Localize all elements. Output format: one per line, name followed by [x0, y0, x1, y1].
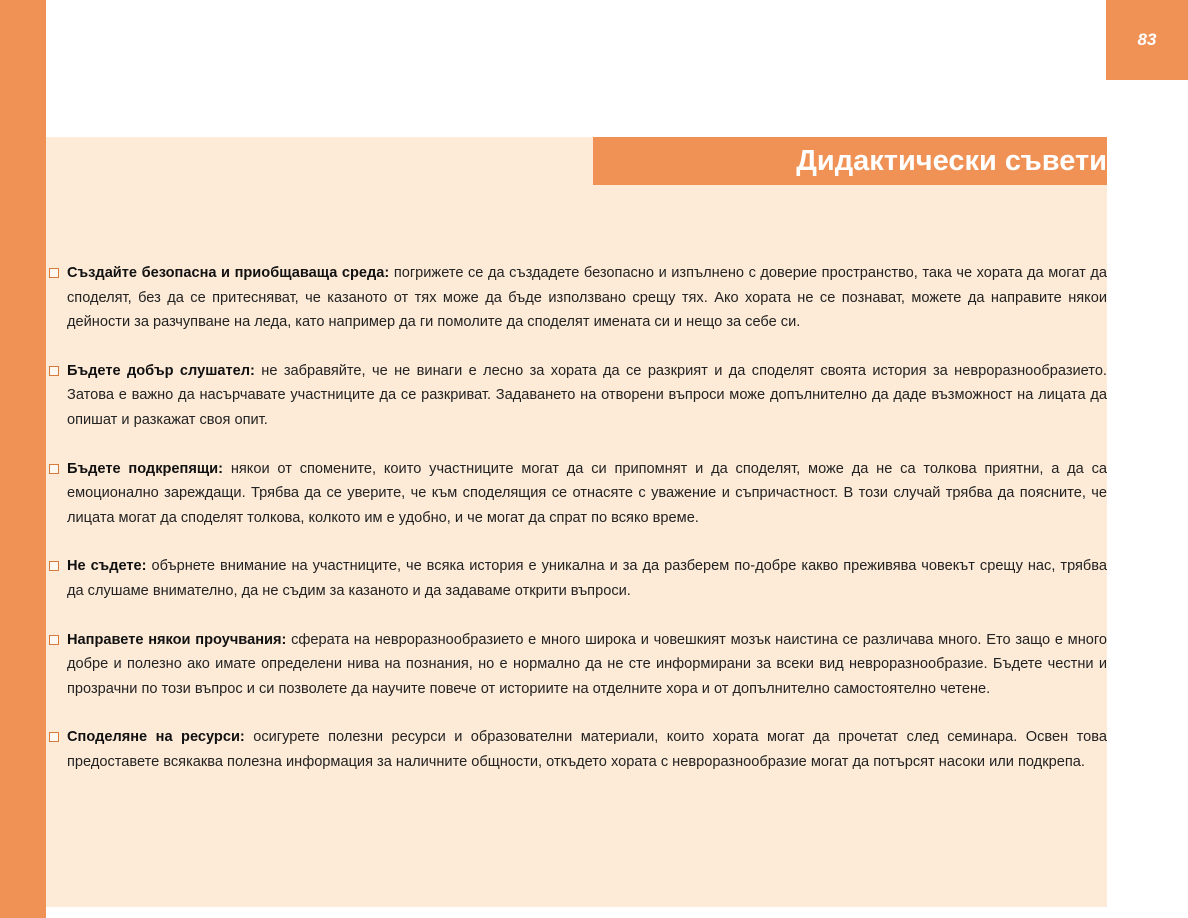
tip-heading: Бъдете подкрепящи:: [67, 460, 224, 477]
tips-list: [48, 261, 1107, 799]
tip-item: [48, 725, 1107, 774]
tip-text: осигурете полезни ресурси и образователни материали, които хората могат да прочетат след семинара. Освен това предоставете всякаква полезна информация за наличните общности, откъдето хората с невроразнообразие могат да потърсят насоки или подкрепа.: [67, 729, 1107, 770]
title-banner: [593, 137, 1107, 185]
page-title: Дидактически съвети: [796, 144, 1107, 177]
tip-item: [48, 457, 1107, 531]
checkbox-bullet-icon: [49, 366, 59, 376]
tip-heading: Направете някои проучвания:: [67, 631, 287, 648]
tip-heading: Бъдете добър слушател:: [67, 362, 255, 379]
left-accent-bar: [0, 0, 46, 918]
tip-item: [48, 261, 1107, 335]
tip-text: не забравяйте, че не винаги е лесно за хората да се разкрият и да споделят своята история за невроразнообразието. Затова е важно да насърчавате участниците да се разкриват. Задаването на отворени въпроси може допълнително да даде възможност на лицата да опишат и разкажат своя опит.: [67, 362, 1107, 428]
page-number: 83: [1137, 30, 1157, 49]
tip-heading: Не съдете:: [67, 558, 147, 575]
page-number-box: [1106, 0, 1188, 80]
checkbox-bullet-icon: [49, 635, 59, 645]
tip-text: погрижете се да създадете безопасно и изпълнено с доверие пространство, така че хората да могат да споделят, без да се притесняват, че казаното от тях може да бъде използвано срещу тях. Ако хората не се познават, можете да направите някои дейности за разчупване на леда, като например да ги помолите да споделят имената си и нещо за себе си.: [67, 265, 1108, 331]
checkbox-bullet-icon: [49, 732, 59, 742]
tip-item: [48, 628, 1107, 702]
checkbox-bullet-icon: [49, 268, 59, 278]
tip-text: сферата на невроразнообразието е много широка и човешкият мозък наистина се различава много. Ето защо е много добре и полезно ако имате определени нива на познания, но е нормално да не сте информирани за всеки вид невроразнообразие. Бъдете честни и прозрачни по този въпрос и си позволете да научите повече от историите на отделните хора и от допълнително самостоятелно четене.: [67, 631, 1107, 697]
tip-item: [48, 554, 1107, 603]
tip-heading: Създайте безопасна и приобщаваща среда:: [67, 265, 390, 281]
tip-text: обърнете внимание на участниците, че всяка история е уникална и за да разберем по-добре какво преживява човекът срещу нас, трябва да слушаме внимателно, да не съдим за казаното и да задаваме открити въпроси.: [67, 558, 1107, 599]
tip-item: [48, 359, 1107, 433]
checkbox-bullet-icon: [49, 561, 59, 571]
tip-heading: Споделяне на ресурси:: [67, 729, 245, 746]
tip-text: някои от спомените, които участниците могат да си припомнят и да споделят, може да не са толкова приятни, а да са емоционално зареждащи. Трябва да се уверите, че към споделящия се отнасяте с уважение и съпричастност. В този случай трябва да поясните, че лицата могат да споделят толкова, колкото им е удобно, и че могат да спрат по всяко време.: [67, 460, 1107, 526]
checkbox-bullet-icon: [49, 464, 59, 474]
